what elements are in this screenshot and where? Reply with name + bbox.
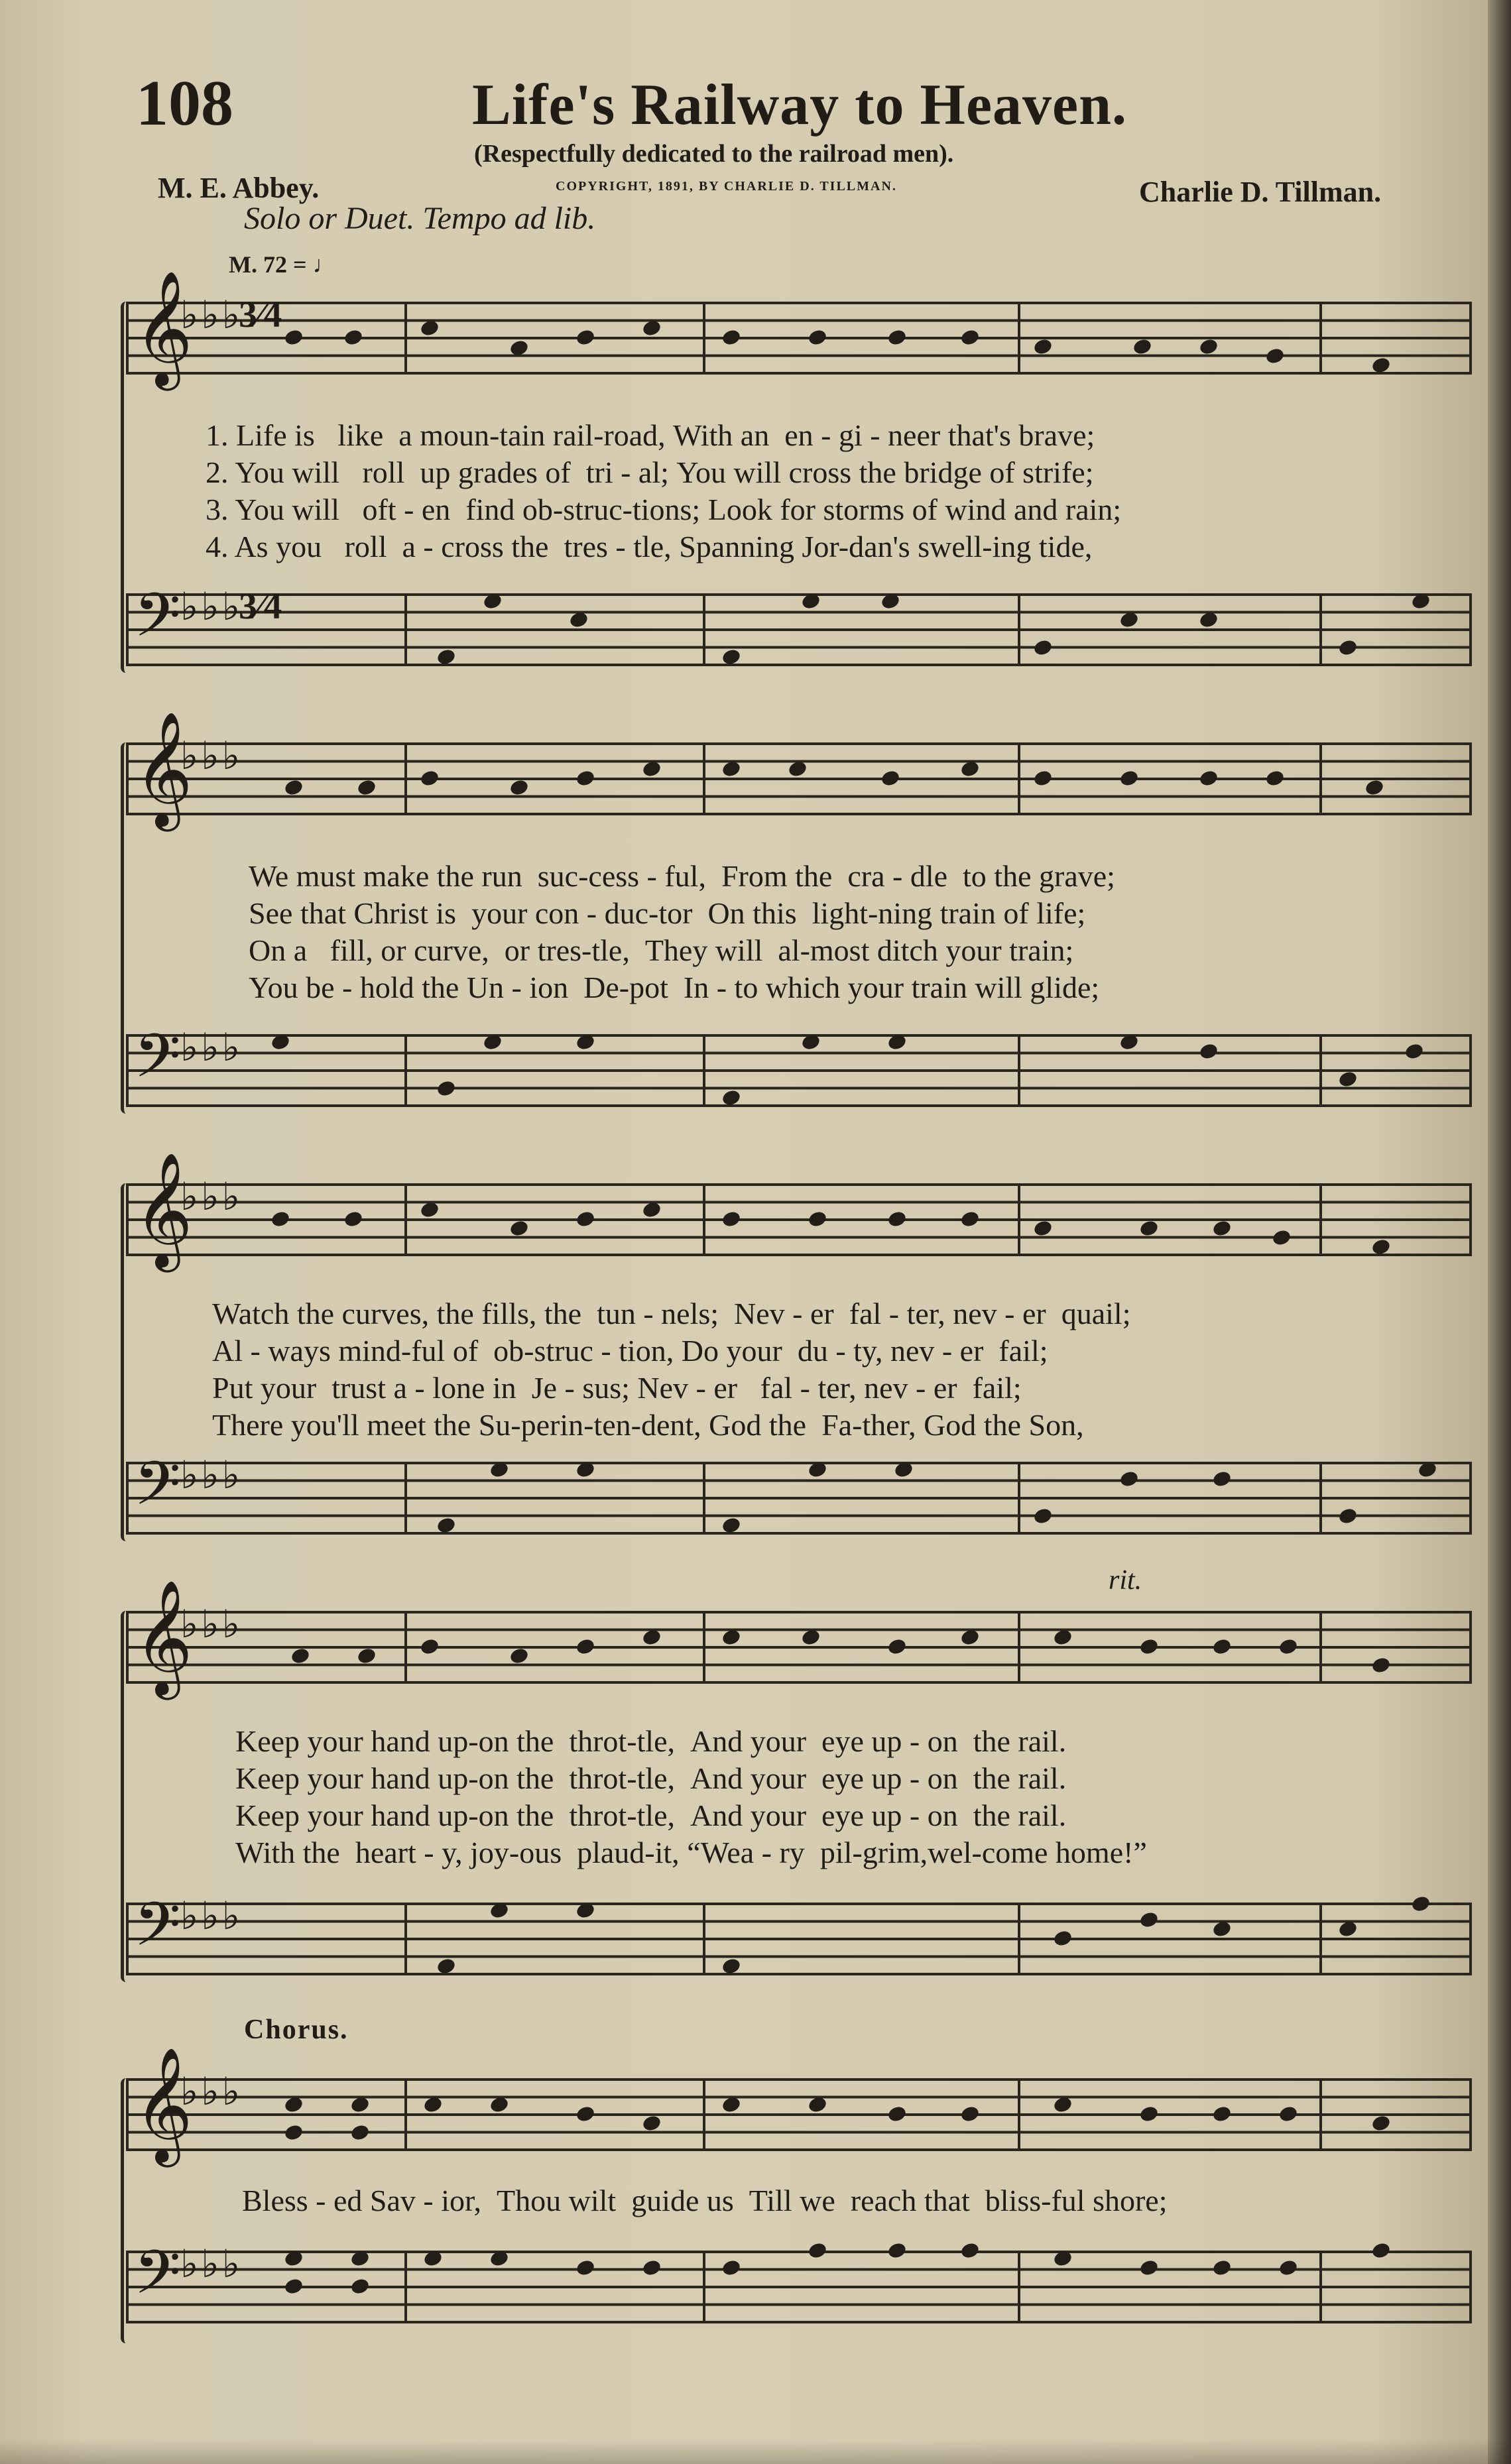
verse-line-2: Al - ways mind-ful of ob-struc - tion, Do your du - ty, nev - er fail; [212,1334,1048,1368]
verse-line-2: 2. You will roll up grades of tri - al; You will cross the bridge of strife; [206,455,1094,489]
treble-staff [126,2050,1472,2160]
treble-clef-icon: 𝄞 [134,274,193,384]
verse-line-3: 3. You will oft - en find ob-struc-tions; Look for storms of wind and rain; [206,493,1122,526]
key-signature: ♭♭♭ [180,585,243,628]
treble-staff [126,1155,1472,1265]
key-signature: ♭♭♭ [180,1454,243,1497]
time-signature: 3⁄4 [239,586,282,627]
metronome-mark: M. 72 = ♩ [229,251,337,278]
treble-staff [126,1583,1472,1693]
verse-line-3: Put your trust a - lone in Je - sus; Nev - er fal - ter, nev - er fail; [212,1371,1022,1405]
verse-line-4: With the heart - y, joy-ous plaud-it, “Wea - ry pil-grim,wel-come home!” [235,1836,1147,1869]
bass-clef-icon: 𝄢 [134,583,181,664]
copyright-notice: COPYRIGHT, 1891, BY CHARLIE D. TILLMAN. [556,179,897,194]
key-signature: ♭♭♭ [180,1895,243,1938]
verse-line-4: You be - hold the Un - ion De-pot In - to which your train will glide; [249,970,1100,1004]
treble-clef-icon: 𝄞 [134,2050,193,2160]
verse-line-2: See that Christ is your con - duc-tor On this light-ning train of life; [249,896,1086,930]
bass-staff [126,583,1472,666]
bass-staff [126,1892,1472,1975]
lyricist: M. E. Abbey. [158,172,320,204]
bass-clef-icon: 𝄢 [134,1451,181,1532]
chorus-label: Chorus. [244,2015,349,2045]
bass-staff [126,2240,1472,2323]
verse-line-3: Keep your hand up-on the throt-tle, And your eye up - on the rail. [235,1798,1067,1832]
treble-staff [126,715,1472,825]
ritardando-mark: rit. [1109,1565,1142,1596]
page-number: 108 [136,68,233,139]
chorus-line-1: Bless - ed Sav - ior, Thou wilt guide us Till we reach that bliss-ful shore; [242,2184,1168,2217]
treble-clef-icon: 𝄞 [134,1583,193,1693]
treble-staff [126,274,1472,384]
verse-line-1: Keep your hand up-on the throt-tle, And your eye up - on the rail. [235,1724,1067,1758]
bass-clef-icon: 𝄢 [134,1024,181,1104]
verse-line-1: Watch the curves, the fills, the tun - nels; Nev - er fal - ter, nev - er quail; [212,1297,1131,1330]
key-signature: ♭♭♭ [180,2070,243,2113]
verse-line-1: 1. Life is like a moun-tain rail-road, With an en - gi - neer that's brave; [206,418,1095,452]
bass-staff [126,1024,1472,1107]
page-edge [1488,0,1511,2464]
key-signature: ♭♭♭ [180,1603,243,1646]
verse-line-4: There you'll meet the Su-perin-ten-dent, God the Fa-ther, God the Son, [212,1408,1084,1442]
verse-line-1: We must make the run suc-cess - ful, From the cra - dle to the grave; [249,859,1115,893]
verse-line-3: On a fill, or curve, or tres-tle, They will al-most ditch your train; [249,933,1074,967]
dedication: (Respectfully dedicated to the railroad men). [474,140,954,168]
performance-direction: Solo or Duet. Tempo ad lib. [244,201,596,236]
time-signature: 3⁄4 [239,294,282,335]
key-signature: ♭♭♭ [180,294,243,337]
verse-line-4: 4. As you roll a - cross the tres - tle, Spanning Jor-dan's swell-ing tide, [206,530,1093,563]
key-signature: ♭♭♭ [180,2243,243,2286]
key-signature: ♭♭♭ [180,1175,243,1218]
bass-clef-icon: 𝄢 [134,1892,181,1973]
bass-clef-icon: 𝄢 [134,2240,181,2321]
key-signature: ♭♭♭ [180,734,243,778]
hymn-title: Life's Railway to Heaven. [472,73,1128,137]
treble-clef-icon: 𝄞 [134,715,193,825]
page-bottom-shadow [0,2439,1511,2464]
composer: Charlie D. Tillman. [1139,176,1382,208]
chorus-system [126,2050,1472,2363]
key-signature: ♭♭♭ [180,1026,243,1069]
verse-line-2: Keep your hand up-on the throt-tle, And your eye up - on the rail. [235,1761,1067,1795]
bass-staff [126,1451,1472,1535]
treble-clef-icon: 𝄞 [134,1155,193,1265]
